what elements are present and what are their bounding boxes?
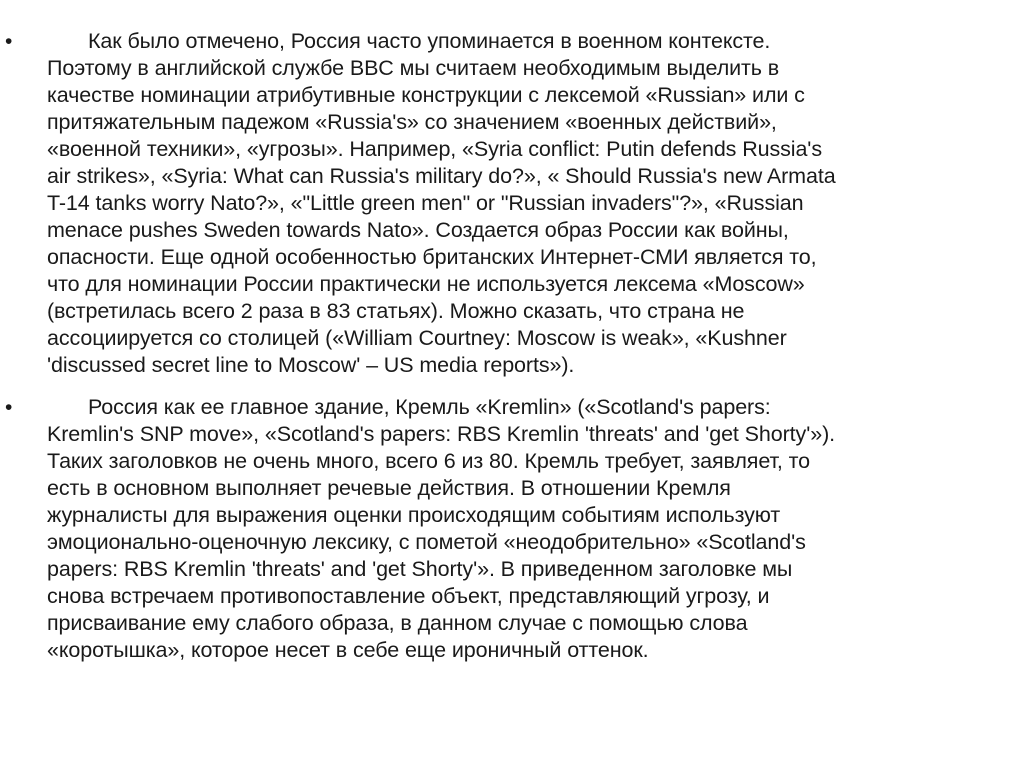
paragraph-line: есть в основном выполняет речевые действия. В отношении Кремля	[47, 476, 731, 500]
paragraph-line: журналисты для выражения оценки происходящим событиям используют	[47, 503, 781, 527]
paragraph-line: Поэтому в английской службе BBC мы считаем необходимым выделить в	[47, 56, 780, 80]
bullet-icon: •	[5, 30, 13, 53]
paragraph-line: Россия как ее главное здание, Кремль «Kremlin» («Scotland's papers:	[88, 395, 771, 419]
paragraph-line: ассоциируется со столицей («William Courtney: Moscow is weak», «Kushner	[47, 326, 787, 350]
paragraph-line: качестве номинации атрибутивные конструкции с лексемой «Russian» или с	[47, 83, 805, 107]
paragraph-line: что для номинации России практически не используется лексема «Moscow»	[47, 272, 805, 296]
bullet-icon: •	[5, 396, 13, 419]
paragraph-line: (встретилась всего 2 раза в 83 статьях). Можно сказать, что страна не	[47, 299, 745, 323]
paragraph-line: притяжательным падежом «Russia's» со значением «военных действий»,	[47, 110, 777, 134]
paragraph-line: снова встречаем противопоставление объект, представляющий угрозу, и	[47, 584, 770, 608]
paragraph-line: Kremlin's SNP move», «Scotland's papers: RBS Kremlin 'threats' and 'get Shorty'»).	[47, 422, 836, 446]
paragraph-line: Как было отмечено, Россия часто упоминается в военном контексте.	[88, 29, 771, 53]
paragraph-line: «военной техники», «угрозы». Например, «Syria conflict: Putin defends Russia's	[47, 137, 822, 161]
paragraph-line: «коротышка», которое несет в себе еще ироничный оттенок.	[47, 638, 649, 662]
paragraph-line: 'discussed secret line to Moscow' – US media reports»).	[47, 353, 575, 377]
paragraph-line: papers: RBS Kremlin 'threats' and 'get Shorty'». В приведенном заголовке мы	[47, 557, 793, 581]
paragraph-line: air strikes», «Syria: What can Russia's military do?», « Should Russia's new Armata	[47, 164, 836, 188]
paragraph-line: T-14 tanks worry Nato?», «"Little green men" or "Russian invaders"?», «Russian	[47, 191, 804, 215]
paragraph-line: опасности. Еще одной особенностью британских Интернет-СМИ является то,	[47, 245, 817, 269]
paragraph-line: эмоционально-оценочную лексику, с пометой «неодобрительно» «Scotland's	[47, 530, 806, 554]
paragraph-line: присваивание ему слабого образа, в данном случае с помощью слова	[47, 611, 748, 635]
paragraph-line: Таких заголовков не очень много, всего 6 из 80. Кремль требует, заявляет, то	[47, 449, 810, 473]
paragraph-line: menace pushes Sweden towards Nato». Создается образ России как войны,	[47, 218, 789, 242]
